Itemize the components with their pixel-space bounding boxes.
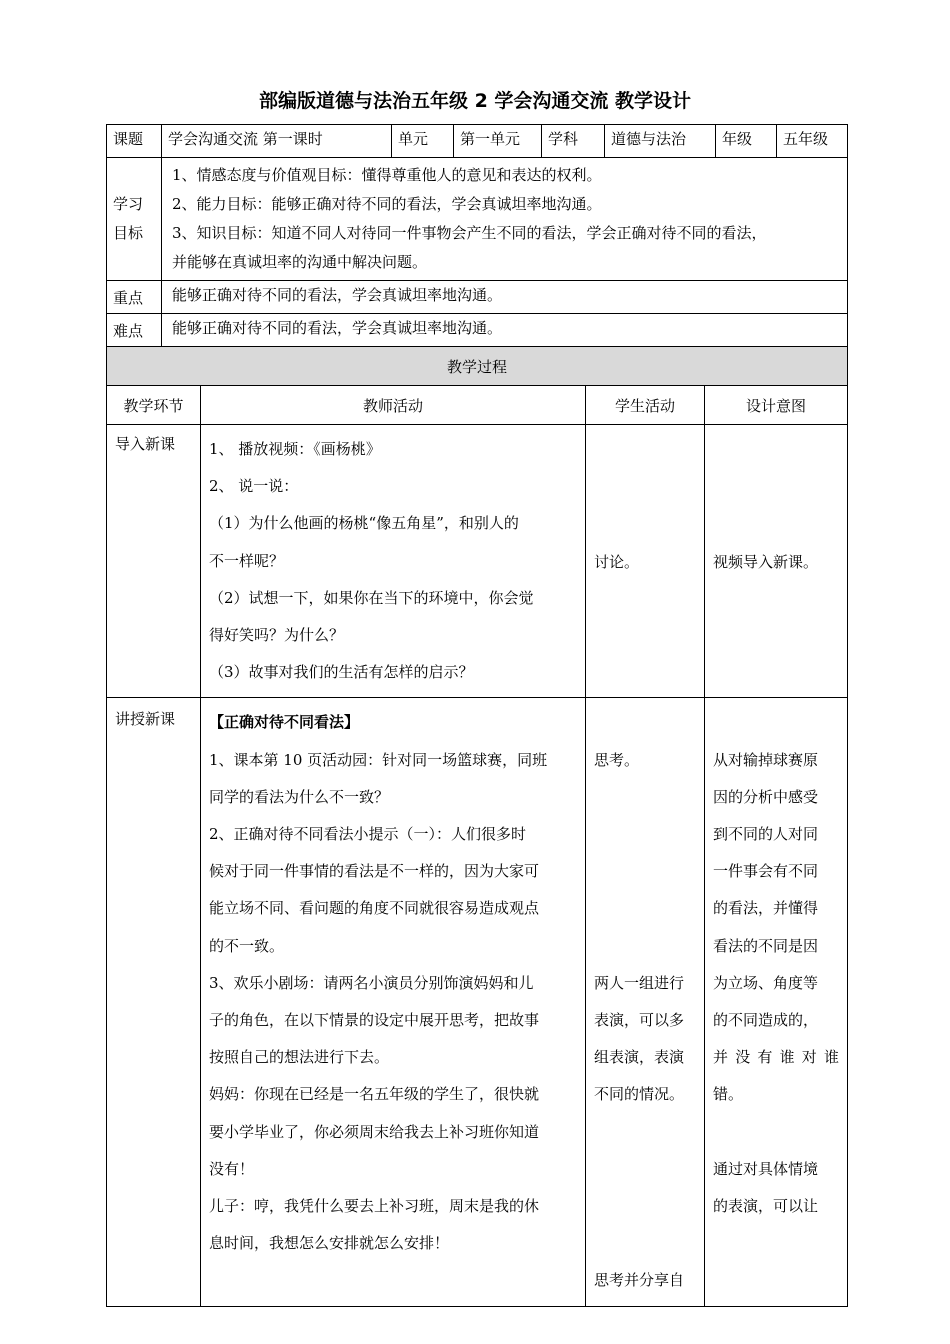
objectives-label-line2: 目标: [113, 224, 144, 242]
grade-label: 年级: [716, 125, 777, 158]
intent-line: 的看法，并懂得: [713, 899, 819, 918]
difficulty-label: 难点: [107, 314, 162, 347]
lecture-student-activity: [586, 698, 705, 1306]
objective-item: 并能够在真诚坦率的沟通中解决问题。: [172, 253, 428, 271]
student-line: 思考。: [594, 750, 640, 769]
intent-line: 为立场、角度等: [713, 973, 819, 992]
teacher-line: （2）试想一下，如果你在当下的环境中，你会觉: [209, 588, 534, 607]
column-header-stage: 教学环节: [107, 386, 201, 425]
intent-line: 一件事会有不同: [713, 862, 819, 881]
teacher-line: （3）故事对我们的生活有怎样的启示？: [209, 663, 474, 682]
teacher-line: 子的角色，在以下情景的设定中展开思考，把故事: [209, 1011, 540, 1030]
subject-value: 道德与法治: [605, 125, 716, 158]
teacher-line: 的不一致。: [209, 936, 285, 955]
document-title: 部编版道德与法治五年级 2 学会沟通交流 教学设计: [258, 90, 692, 112]
teacher-line: 1、课本第 10 页活动园：针对同一场篮球赛，同班: [209, 750, 548, 769]
teacher-line: 2、 说一说：: [209, 477, 299, 496]
info-table: [106, 124, 848, 347]
grade-value: 五年级: [777, 125, 848, 158]
teacher-line: 得好笑吗？为什么？: [209, 626, 345, 645]
teacher-line: （1）为什么他画的杨桃“像五角星”，和别人的: [209, 514, 519, 533]
intent-line: 因的分析中感受: [713, 787, 819, 806]
intent-line: 的表演，可以让: [713, 1197, 819, 1216]
intro-design-intent: 视频导入新课。: [705, 425, 848, 698]
student-line: 思考并分享自: [594, 1271, 685, 1290]
teacher-line: 同学的看法为什么不一致？: [209, 787, 390, 806]
teacher-line: 妈妈：你现在已经是一名五年级的学生了，很快就: [209, 1085, 540, 1104]
topic-value: 学会沟通交流 第一课时: [162, 125, 392, 158]
intent-line: 到不同的人对同: [713, 825, 819, 844]
intro-student-activity: 讨论。: [586, 425, 705, 698]
intro-stage: 导入新课: [107, 425, 201, 698]
column-header-teacher: 教师活动: [201, 386, 586, 425]
student-line: 表演，可以多: [594, 1011, 685, 1030]
intent-line: 错。: [713, 1085, 744, 1104]
teacher-line: 3、欢乐小剧场：请两名小演员分别饰演妈妈和儿: [209, 973, 534, 992]
teacher-line: 不一样呢？: [209, 551, 285, 570]
objectives-label-line1: 学习: [113, 195, 144, 213]
topic-label: 课题: [107, 125, 162, 158]
intro-teacher-activity: [201, 425, 586, 698]
lecture-row: [107, 698, 848, 1306]
teacher-line: 1、 播放视频：《画杨桃》: [209, 440, 381, 458]
intent-line: 并没有谁对谁: [713, 1048, 840, 1067]
intent-line: 从对输掉球赛原: [713, 750, 819, 769]
intent-line: 看法的不同是因: [713, 936, 819, 955]
process-heading: 教学过程: [107, 347, 848, 386]
teacher-line: 能立场不同、看问题的角度不同就很容易造成观点: [209, 899, 540, 918]
column-header-intent: 设计意图: [705, 386, 848, 425]
process-table: [106, 346, 848, 1307]
teacher-line: 没有！: [209, 1159, 255, 1178]
intent-line: 的不同造成的，: [713, 1011, 819, 1030]
lecture-teacher-activity: [201, 698, 586, 1306]
section-title: 【正确对待不同看法】: [209, 713, 360, 732]
unit-label: 单元: [392, 125, 454, 158]
intro-row: [107, 425, 848, 698]
lecture-stage: 讲授新课: [107, 698, 201, 1306]
teacher-line: 候对于同一件事情的看法是不一样的，因为大家可: [209, 862, 540, 881]
intent-line: 通过对具体情境: [713, 1159, 819, 1178]
unit-value: 第一单元: [454, 125, 542, 158]
student-line: 不同的情况。: [594, 1085, 685, 1104]
column-header-student: 学生活动: [586, 386, 705, 425]
objective-item: 3、知识目标：知道不同人对待同一件事物会产生不同的看法，学会正确对待不同的看法，: [172, 224, 767, 242]
lecture-design-intent: [705, 698, 848, 1306]
key-point-value: 能够正确对待不同的看法，学会真诚坦率地沟通。: [162, 281, 848, 314]
student-line: 组表演，表演: [594, 1048, 685, 1067]
objective-item: 1、情感态度与价值观目标：懂得尊重他人的意见和表达的权利。: [172, 166, 602, 184]
teacher-line: 儿子：哼，我凭什么要去上补习班，周末是我的休: [209, 1197, 540, 1216]
teacher-line: 按照自己的想法进行下去。: [209, 1048, 390, 1067]
teacher-line: 2、正确对待不同看法小提示（一）：人们很多时: [209, 825, 527, 844]
objectives-label: [107, 158, 162, 281]
difficulty-value: 能够正确对待不同的看法，学会真诚坦率地沟通。: [162, 314, 848, 347]
objectives-content: [162, 158, 848, 281]
subject-label: 学科: [542, 125, 605, 158]
objective-item: 2、能力目标：能够正确对待不同的看法，学会真诚坦率地沟通。: [172, 195, 602, 213]
key-point-label: 重点: [107, 281, 162, 314]
student-line: 两人一组进行: [594, 973, 685, 992]
teacher-line: 要小学毕业了，你必须周末给我去上补习班你知道: [209, 1122, 540, 1141]
teacher-line: 息时间，我想怎么安排就怎么安排！: [209, 1234, 450, 1253]
